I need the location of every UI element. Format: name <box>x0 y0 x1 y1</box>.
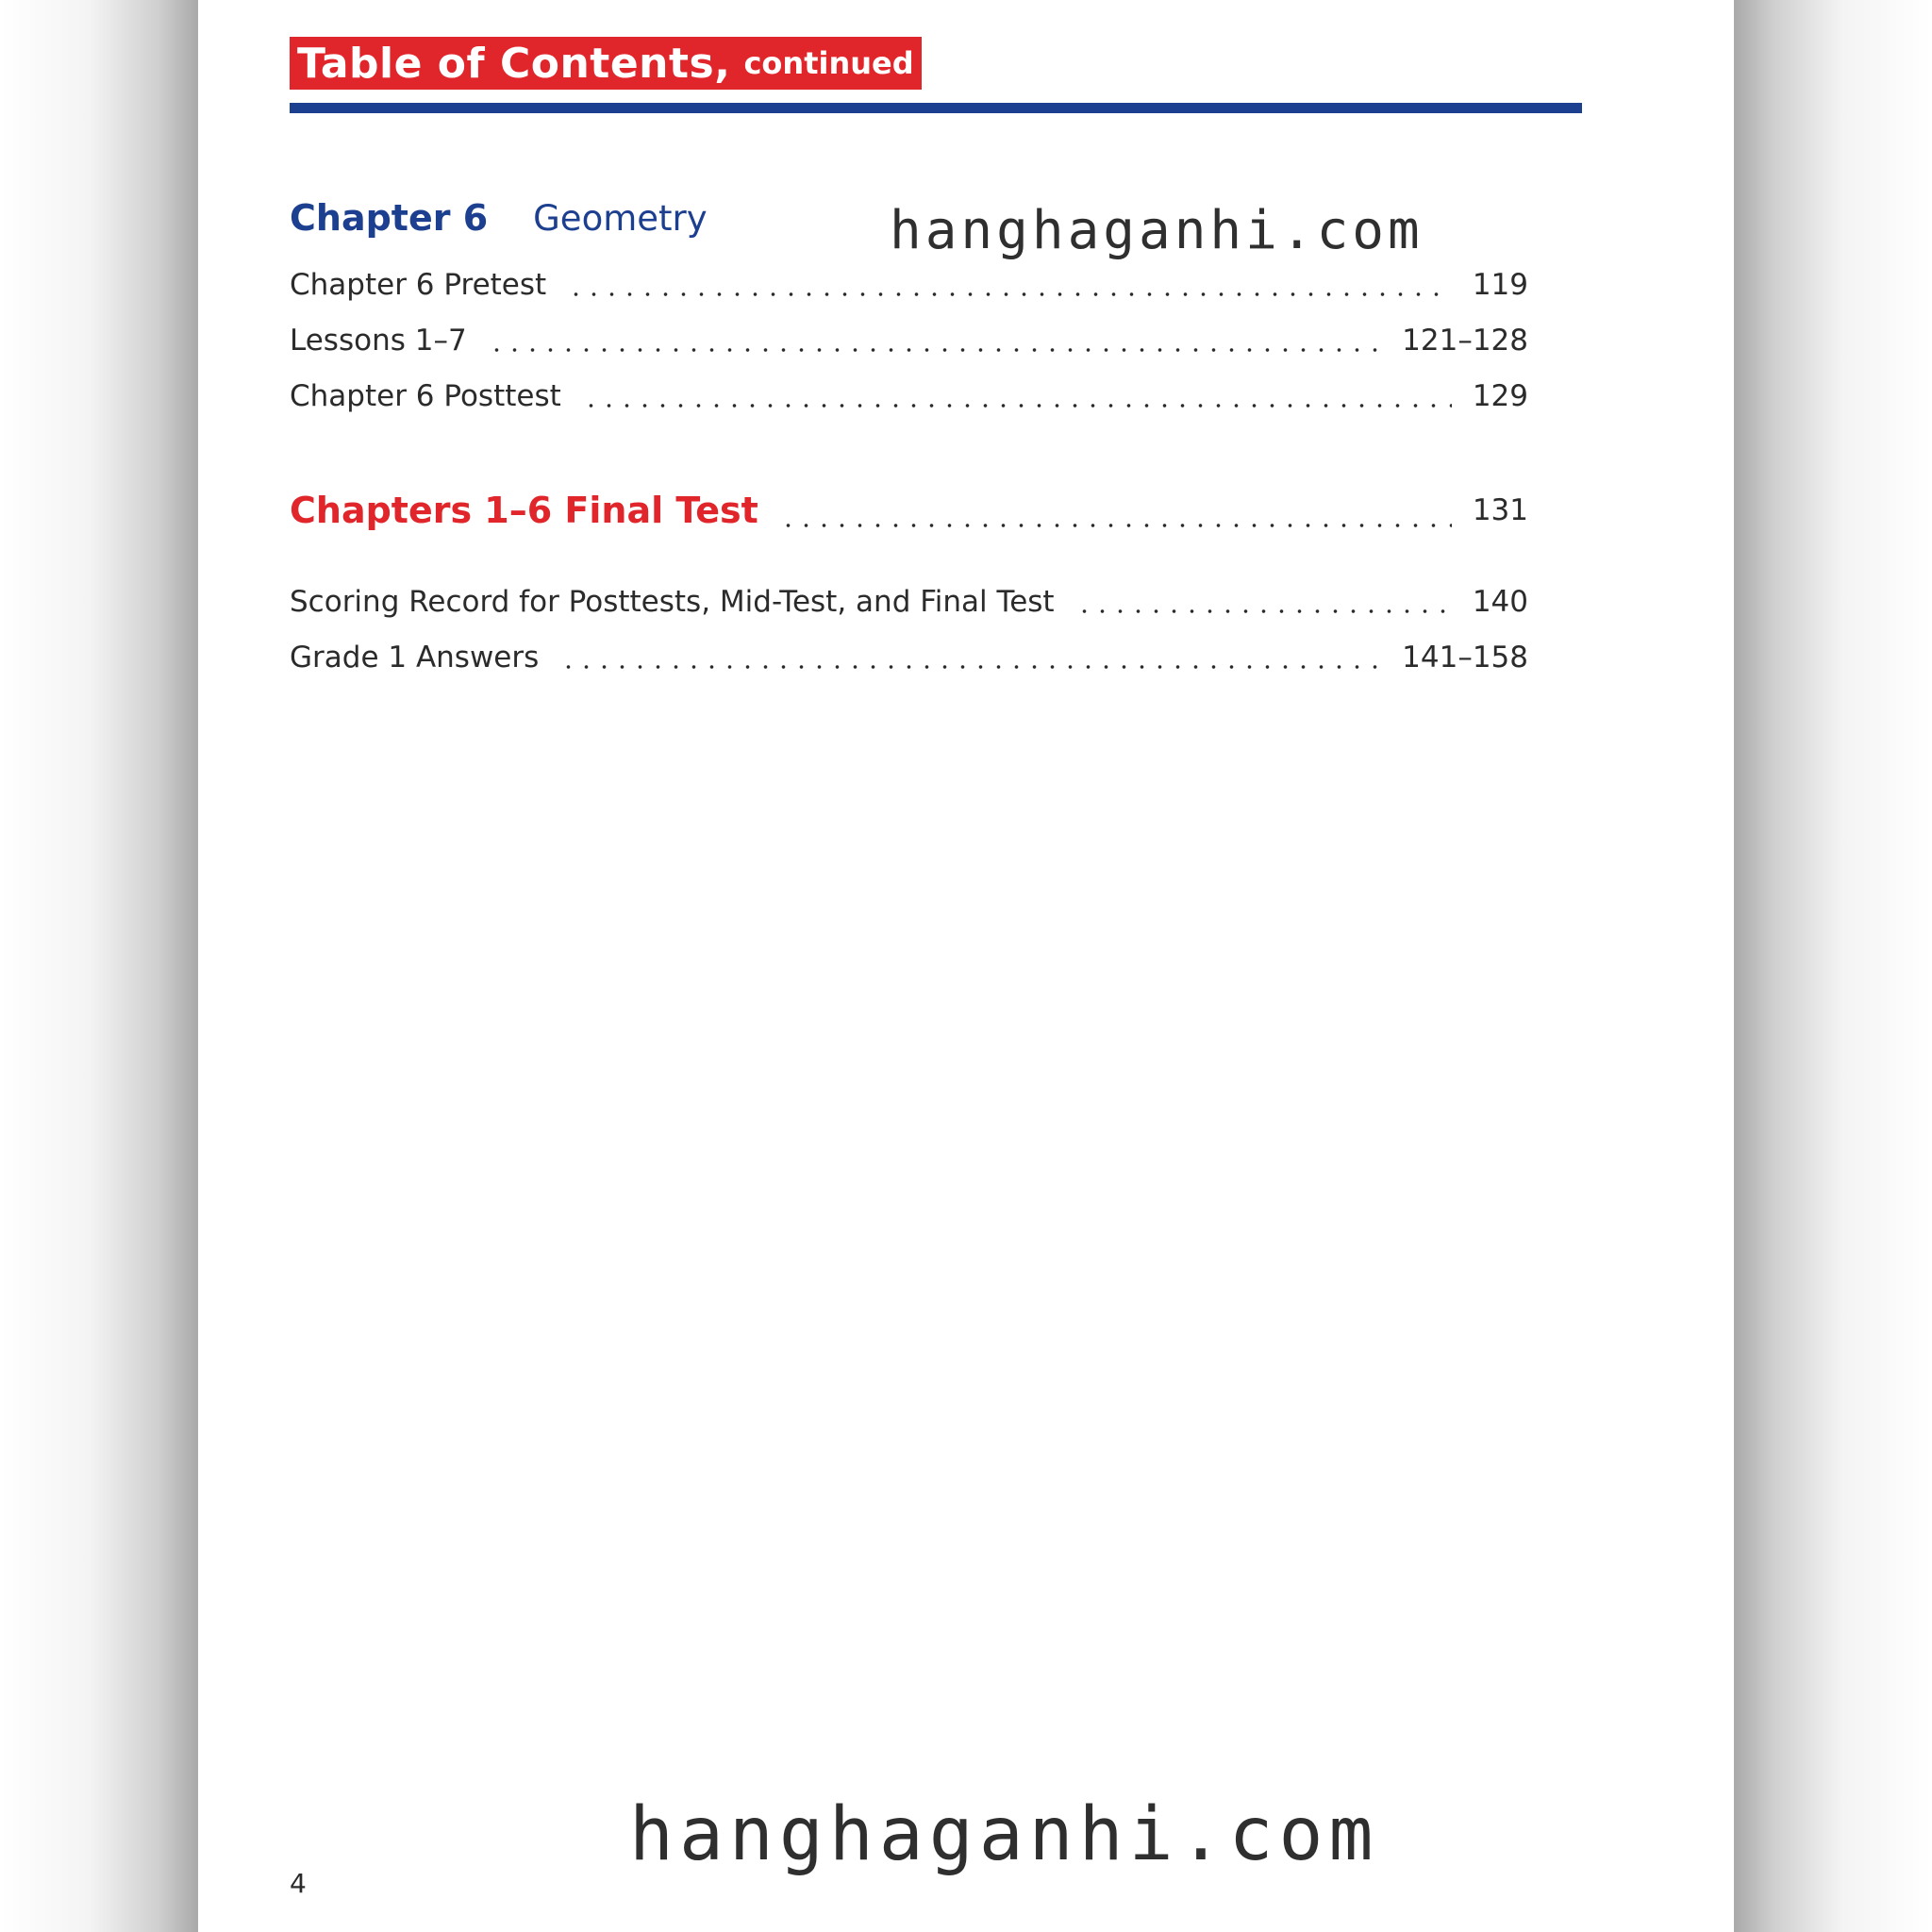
page-shadow-right <box>1734 0 1932 1932</box>
watermark-bottom: hanghaganhi.com <box>629 1792 1379 1877</box>
dot-leader <box>582 404 1452 408</box>
toc-entry-lessons[interactable] <box>290 320 1528 361</box>
page-title-continued: continued <box>743 45 914 81</box>
chapter-heading <box>290 193 708 242</box>
page-title-banner <box>290 37 922 90</box>
toc-entry-label: Chapter 6 Posttest <box>290 379 561 413</box>
dot-leader <box>567 292 1452 296</box>
dot-leader <box>779 524 1452 527</box>
chapter-label: Chapter 6 <box>290 197 489 239</box>
toc-entry-label: Grade 1 Answers <box>290 641 540 675</box>
page-number: 4 <box>290 1868 307 1899</box>
toc-entry-page: 140 <box>1472 585 1528 619</box>
toc-entry-page: 121–128 <box>1402 324 1528 358</box>
watermark-top: hanghaganhi.com <box>890 200 1424 261</box>
page-shadow-left <box>0 0 198 1932</box>
toc-entry-posttest[interactable] <box>290 375 1528 417</box>
page-title: Table of Contents, <box>297 39 731 88</box>
toc-entry-page: 141–158 <box>1402 641 1528 675</box>
toc-entry-page: 129 <box>1472 379 1528 413</box>
toc-entry-final-test[interactable] <box>290 484 1528 537</box>
toc-entry-pretest[interactable] <box>290 264 1528 306</box>
dot-leader <box>488 348 1381 352</box>
toc-entry-scoring-record[interactable] <box>290 581 1528 623</box>
toc-entry-page: 131 <box>1472 493 1528 527</box>
toc-entry-page: 119 <box>1472 268 1528 302</box>
header-divider <box>290 103 1582 113</box>
dot-leader <box>559 665 1381 669</box>
toc-entry-label: Scoring Record for Posttests, Mid-Test, and Final Test <box>290 585 1055 619</box>
chapter-title: Geometry <box>533 197 708 239</box>
toc-entry-label: Chapter 6 Pretest <box>290 268 547 302</box>
toc-entry-label: Lessons 1–7 <box>290 324 467 358</box>
final-test-label: Chapters 1–6 Final Test <box>290 490 758 531</box>
dot-leader <box>1075 609 1452 613</box>
toc-entry-answers[interactable] <box>290 637 1528 678</box>
